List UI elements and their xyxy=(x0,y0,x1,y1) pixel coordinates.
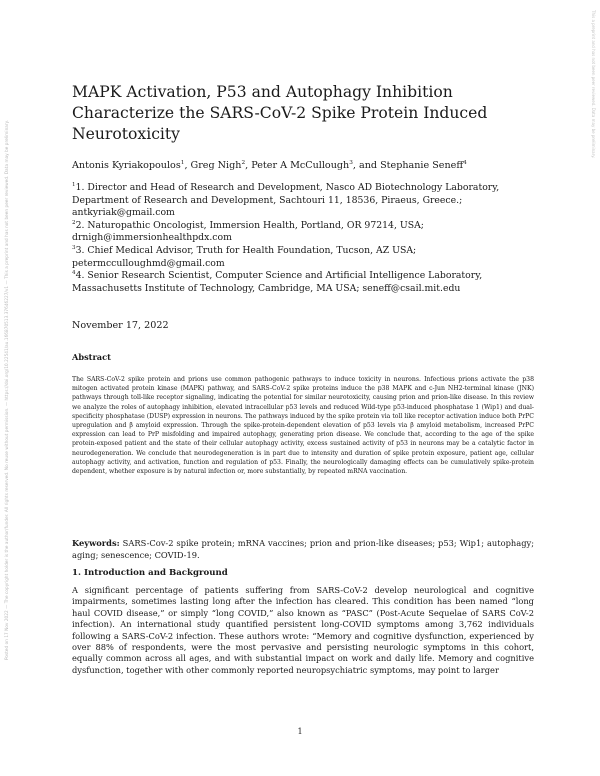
preprint-side-note xyxy=(4,120,16,680)
author-3: Peter A McCullough$^3$, and xyxy=(251,159,381,171)
keywords-text: SARS-Cov-2 spike protein; mRNA vaccines; prion and prion-like diseases; p53; Wip1; autophagy; aging; senescence; COVID-19. xyxy=(72,538,534,560)
affiliation-4: $^4$4. Senior Research Scientist, Computer Science and Artificial Intelligence Laboratory, Massachusetts Institute of Technology, Cambridge, MA USA; seneff@csail.mit.edu xyxy=(72,270,483,294)
author-list xyxy=(72,160,534,172)
affiliation-2: $^2$2. Naturopathic Oncologist, Immersion Health, Portland, OR 97214, USA; drnigh@immersionhealthpdx.com xyxy=(72,219,424,244)
abstract-heading: Abstract xyxy=(72,352,111,362)
author-2: Greg Nigh$^2$, xyxy=(190,159,252,171)
right-note-text: This a preprint and has not been peer reviewed. Data may be preliminary. xyxy=(591,10,596,159)
side-note-text: Posted on 17 Nov 2022 — The copyright holder is the author/funder. All rights reserved. No reuse without permission. — https://doi.org/10.22541/au.166870513.37646227/v1 — This a preprint and has not been peer reviewed. Data may be preliminary. xyxy=(4,120,9,661)
preprint-right-note xyxy=(591,10,599,159)
publication-date: November 17, 2022 xyxy=(72,320,169,331)
affiliation-3: $^3$3. Chief Medical Advisor, Truth for Health Foundation, Tucson, AZ USA; petermcculloughmd@gmail.com xyxy=(72,244,417,269)
abstract-text: The SARS-CoV-2 spike protein and prions use common pathogenic pathways to induce toxicity in neurons. Infectious prions activate the p38 mitogen activated protein kinase (MAPK) pathway, and SARS-CoV-2 spike proteins induce the p38 MAPK and c-Jun NH2-terminal kinase (JNK) pathways through toll-like receptor signaling, indicating the potential for similar neurotoxicity, causing prion and prion-like disease. In this review we analyze the roles of autophagy inhibition, elevated intracellular p53 levels and reduced Wild-type p53-induced phosphatase 1 (Wip1) and dual-specificity phosphatase (DUSP) expression in neurons. The pathways induced by the spike protein via toll like receptor activation induce both PrPC upregulation and β amyloid expression. Through the spike-protein-dependent elevation of p53 levels via β amyloid metabolism, increased PrPC expression can lead to PrP misfolding and impaired autophagy, generating prion disease. We conclude that, according to the age of the spike protein-exposed patient and the state of their cellular autophagy activity, excess sustained activity of p53 in neurons may be a catalytic factor in neurodegeneration. We conclude that neurodegeneration is in part due to intensity and duration of spike protein exposure, patient age, cellular autophagy activity, and activation, function and regulation of p53. Finally, the neurologically damaging effects can be cumulatively spike-protein dependent, whether exposure is by natural infection or, more substantially, by repeated mRNA vaccination. xyxy=(72,376,534,476)
author-1: Antonis Kyriakopoulos$^1$, xyxy=(72,159,191,171)
author-4: Stephanie Seneff$^4$ xyxy=(380,159,467,171)
affiliation-list xyxy=(72,182,534,295)
intro-paragraph: A significant percentage of patients suffering from SARS-CoV-2 develop neurological and cognitive impairments, sometimes lasting long after the infection has cleared. This condition has been named “long haul COVID disease,” or simply “long COVID,” also known as “PASC” (Post-Acute Sequelae of SARS CoV-2 infection). An international study quantified persistent long-COVID symptoms among 3,762 individuals following a SARS-CoV-2 infection. These authors wrote: “Memory and cognitive dysfunction, experienced by over 88% of respondents, were the most pervasive and persisting neurologic symptoms in this cohort, equally common across all ages, and with substantial impact on work and daily life. Memory and cognitive dysfunction, together with other commonly reported neuropsychiatric symptoms, may point to larger xyxy=(72,585,534,675)
section-heading: 1. Introduction and Background xyxy=(72,568,228,578)
page-number: 1 xyxy=(297,727,303,736)
affiliation-1: $^1$1. Director and Head of Research and Development, Nasco AD Biotechnology Laboratory, Department of Research and Development, Sachtouri 11, 18536, Piraeus, Greece.; antkyriak@gmail.com xyxy=(72,181,500,219)
keywords xyxy=(72,538,534,561)
keywords-label: Keywords: xyxy=(72,538,120,548)
paper-title: MAPK Activation, P53 and Autophagy Inhibition Characterize the SARS-CoV-2 Spike Protein Induced Neurotoxicity xyxy=(72,83,488,143)
